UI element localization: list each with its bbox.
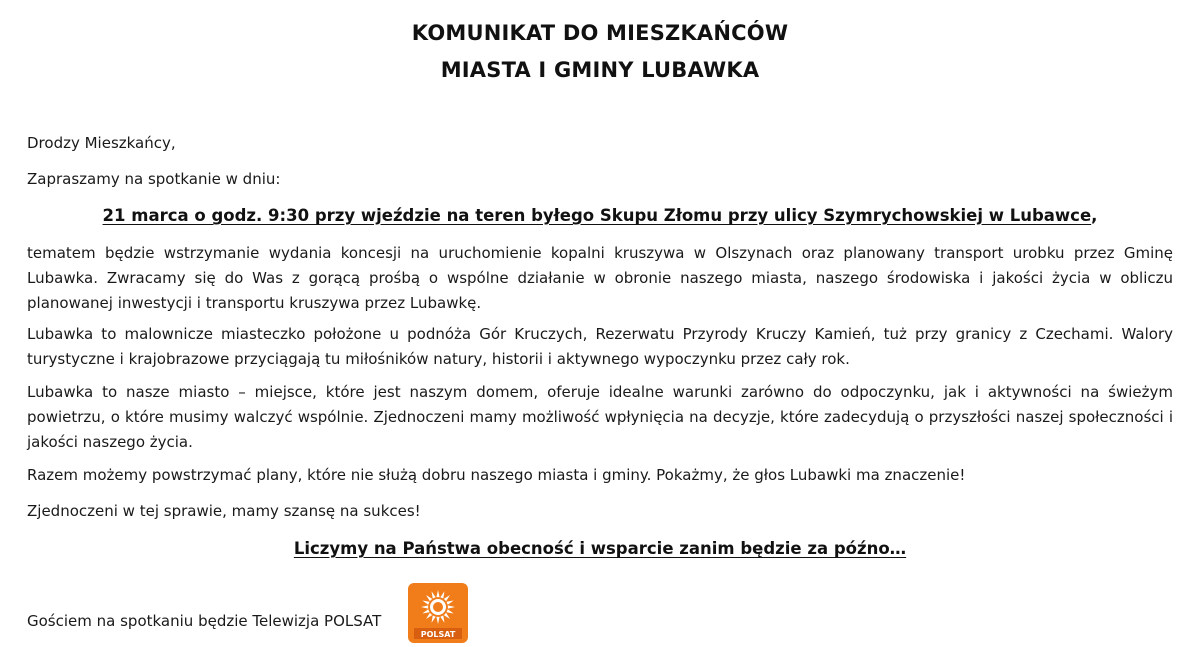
meeting-info-suffix: ,: [1091, 206, 1098, 225]
paragraph-together: Razem możemy powstrzymać plany, które nie służą dobru naszego miasta i gminy. Pokażmy, że głos Lubawki ma znaczenie!: [27, 466, 966, 484]
closing-text: Liczymy na Państwa obecność i wsparcie zanim będzie za późno…: [293, 539, 907, 558]
guest-note: Gościem na spotkaniu będzie Telewizja POLSAT: [27, 612, 382, 630]
document-title-line-1: KOMUNIKAT DO MIESZKAŃCÓW: [411, 21, 789, 45]
paragraph-our-town: Lubawka to nasze miasto – miejsce, które jest naszym domem, oferuje idealne warunki zarówno do odpoczynku, jak i aktywności na świeżym powietrzu, o które musimy walczyć wspólnie. Zjednoczeni mamy możliwość wpłynięcia na decyzje, które zadecydują o przyszłości naszej społeczności i jakości naszego życia.: [27, 383, 1173, 451]
meeting-info-text: 21 marca o godz. 9:30 przy wjeździe na teren byłego Skupu Złomu przy ulicy Szymrychowskiej w Lubawce: [102, 206, 1092, 225]
logo-text: POLSAT: [420, 630, 456, 639]
greeting: Drodzy Mieszkańcy,: [27, 134, 176, 152]
polsat-sun-logo-icon: [408, 583, 468, 643]
paragraph-topic: tematem będzie wstrzymanie wydania koncesji na uruchomienie kopalni kruszywa w Olszynach oraz planowany transport urobku przez Gminę Lubawka. Zwracamy się do Was z gorącą prośbą o wspólne działanie w obronie naszego miasta, naszego środowiska i jakości życia w obliczu planowanej inwestycji i transportu kruszywa przez Lubawkę.: [27, 244, 1173, 312]
paragraph-united: Zjednoczeni w tej sprawie, mamy szansę na sukces!: [27, 502, 421, 520]
closing-statement: [0, 536, 1200, 562]
paragraph-about-lubawka: Lubawka to malownicze miasteczko położone u podnóża Gór Kruczych, Rezerwatu Przyrody Kruczy Kamień, tuż przy granicy z Czechami. Walory turystyczne i krajobrazowe przyciągają tu miłośników natury, historii i aktywnego wypoczynku przez cały rok.: [27, 325, 1173, 368]
meeting-info: [0, 203, 1200, 229]
document-title-line-2: MIASTA I GMINY LUBAWKA: [440, 58, 760, 82]
invite-text: Zapraszamy na spotkanie w dniu:: [27, 170, 281, 188]
